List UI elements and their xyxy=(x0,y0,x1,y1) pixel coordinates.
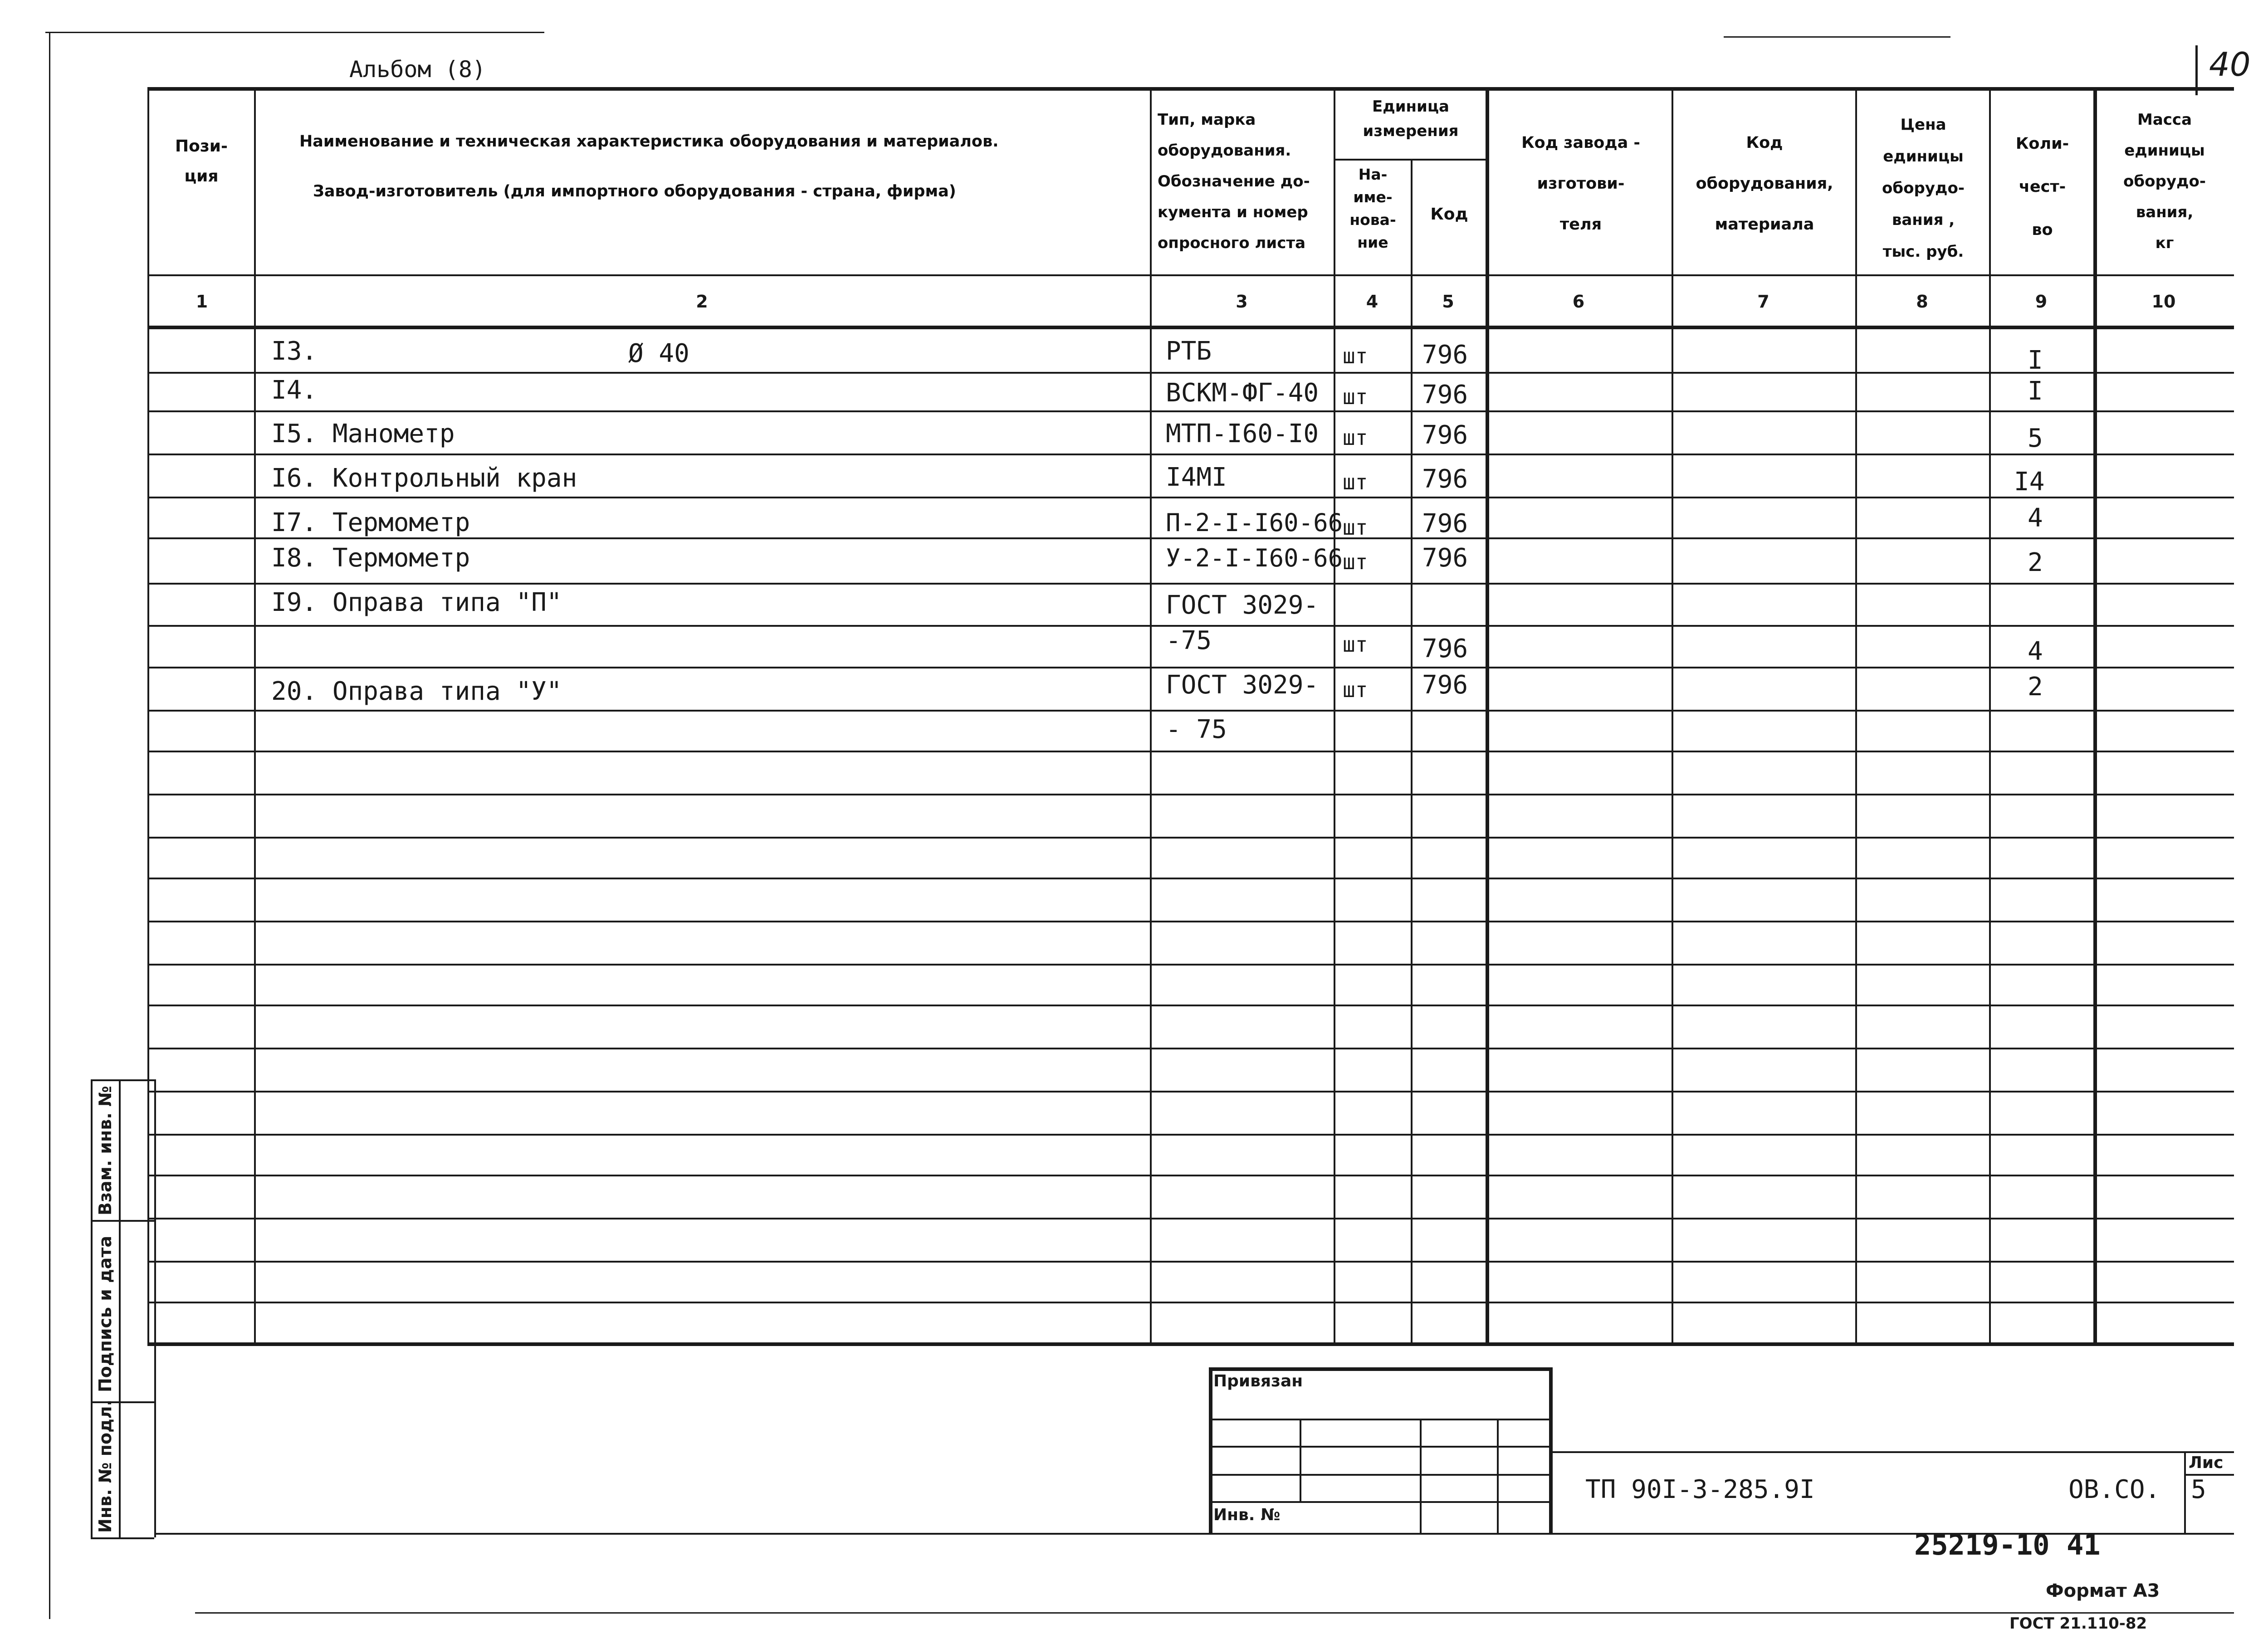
sheet-cell-left xyxy=(2184,1451,2186,1533)
col-line-6 xyxy=(1672,87,1673,1346)
row-17-unit: шт xyxy=(1343,515,1368,540)
row-divider-17 xyxy=(147,1048,2234,1049)
header-price: Цена единицы оборудо- вания , тыс. руб. xyxy=(1882,116,1965,261)
sheet-label: Лис xyxy=(2189,1454,2224,1472)
colnum-8: 8 xyxy=(1916,292,1928,312)
unit-subheader-line xyxy=(1334,159,1486,161)
row-18-code: 796 xyxy=(1422,543,1468,573)
row-17-name: I7. Термометр xyxy=(271,508,470,537)
format-label: Формат А3 xyxy=(2046,1580,2160,1601)
album-label: Альбом (8) xyxy=(349,56,486,83)
colnum-1: 1 xyxy=(196,292,208,312)
row-17-code: 796 xyxy=(1422,509,1468,538)
row-divider-15 xyxy=(147,964,2234,966)
col-line-5 xyxy=(1486,87,1489,1346)
side-stamp-sep1 xyxy=(91,1220,154,1222)
table-bottom-border xyxy=(147,1342,2234,1346)
title-block-top xyxy=(1551,1451,2234,1453)
outer-bottom-rule xyxy=(195,1612,2234,1614)
privyazan-col2 xyxy=(1420,1419,1422,1533)
privyazan-col3 xyxy=(1497,1419,1499,1533)
row-20b-type: - 75 xyxy=(1166,715,1227,744)
row-divider-23 xyxy=(147,1302,2234,1303)
row-13-qty: I xyxy=(2028,346,2043,375)
row-19b-type: -75 xyxy=(1166,626,1212,655)
row-20-qty: 2 xyxy=(2028,672,2043,702)
col-line-2 xyxy=(1150,87,1152,1346)
privyazan-line4 xyxy=(1209,1501,1551,1503)
colnum-4: 4 xyxy=(1366,292,1378,312)
colnum-2: 2 xyxy=(696,292,708,312)
row-20-name: 20. Оправа типа "У" xyxy=(271,677,562,706)
row-divider-3 xyxy=(147,454,2234,455)
row-14-type: ВСКМ-ФГ-40 xyxy=(1166,378,1319,408)
row-divider-6 xyxy=(147,583,2234,585)
row-19b-qty: 4 xyxy=(2028,637,2043,666)
row-16-qty: I4 xyxy=(2014,467,2045,497)
privyazan-line3 xyxy=(1209,1474,1551,1476)
row-15-type: МТП-I60-I0 xyxy=(1166,419,1319,449)
gost-label: ГОСТ 21.110-82 xyxy=(2009,1614,2147,1633)
row-13-diameter: Ø 40 xyxy=(628,339,689,368)
col-line-9 xyxy=(2093,87,2097,1346)
privyazan-line1 xyxy=(1209,1419,1551,1420)
row-18-qty: 2 xyxy=(2028,548,2043,577)
colnum-9: 9 xyxy=(2035,292,2048,312)
row-20-code: 796 xyxy=(1422,670,1468,700)
row-16-type: I4МI xyxy=(1166,463,1227,492)
row-16-unit: шт xyxy=(1343,470,1368,494)
row-15-qty: 5 xyxy=(2028,424,2043,453)
row-divider-16 xyxy=(147,1005,2234,1006)
row-19b-unit: шт xyxy=(1343,632,1368,657)
sheet-number: 5 xyxy=(2191,1475,2206,1504)
row-19b-code: 796 xyxy=(1422,634,1468,663)
header-name-line1: Наименование и техническая характеристика оборудования и материалов. xyxy=(299,132,999,151)
col-line-4 xyxy=(1411,159,1413,1346)
header-factory-code: Код завода - изготови- теля xyxy=(1521,134,1640,234)
colnum-3: 3 xyxy=(1236,292,1248,312)
side-stamp-left xyxy=(91,1079,93,1537)
header-unit-code: Код xyxy=(1430,205,1468,224)
privyazan-label: Привязан xyxy=(1213,1372,1303,1390)
privyazan-line2 xyxy=(1209,1446,1551,1448)
col-line-1 xyxy=(254,87,256,1346)
row-divider-20 xyxy=(147,1175,2234,1176)
header-type: Тип, марка оборудования. Обозначение до- кумента и номер опросного листа xyxy=(1158,111,1310,252)
header-position: Пози- ция xyxy=(175,137,228,185)
header-name-line2: Завод-изготовитель (для импортного оборудования - страна, фирма) xyxy=(313,182,956,200)
row-16-code: 796 xyxy=(1422,464,1468,494)
row-13-unit: шт xyxy=(1343,344,1368,368)
row-15-code: 796 xyxy=(1422,420,1468,450)
row-20-unit: шт xyxy=(1343,678,1368,702)
doc-code: ТП 90I-3-285.9I xyxy=(1585,1475,1815,1504)
row-divider-8 xyxy=(147,667,2234,668)
side-stamp-right xyxy=(154,1079,156,1537)
col-line-7 xyxy=(1855,87,1857,1346)
row-17-type: П-2-I-I60-66 xyxy=(1166,508,1343,537)
row-14-name: I4. xyxy=(271,376,318,405)
header-mass: Масса единицы оборудо- вания, кг xyxy=(2123,111,2206,252)
outer-left-rule xyxy=(49,32,50,1619)
table-top-border xyxy=(147,87,2234,91)
row-divider-9 xyxy=(147,710,2234,712)
row-divider-19 xyxy=(147,1134,2234,1136)
row-divider-11 xyxy=(147,794,2234,795)
side-stamp-bottom xyxy=(91,1537,154,1539)
privyazan-col1 xyxy=(1300,1419,1301,1501)
row-divider-2 xyxy=(147,410,2234,412)
privyazan-top xyxy=(1209,1367,1551,1371)
row-divider-1 xyxy=(147,372,2234,374)
row-divider-10 xyxy=(147,751,2234,752)
privyazan-right xyxy=(1549,1367,1553,1533)
row-divider-14 xyxy=(147,921,2234,922)
row-13-name: I3. xyxy=(271,337,318,366)
row-divider-13 xyxy=(147,878,2234,879)
header-unit-name: На- име- нова- ние xyxy=(1349,166,1396,251)
side-stamp-top xyxy=(91,1079,154,1081)
colnum-5: 5 xyxy=(1442,292,1454,312)
header-equipment-code: Код оборудования, материала xyxy=(1696,134,1833,234)
page-corner-number: 40 xyxy=(2209,45,2251,83)
inv-no-label: Инв. № xyxy=(1213,1506,1281,1524)
row-19-type: ГОСТ 3029- xyxy=(1166,590,1319,620)
bottom-number: 25219-10 41 xyxy=(1914,1528,2101,1561)
colnum-10: 10 xyxy=(2151,292,2176,312)
row-divider-12 xyxy=(147,837,2234,839)
row-16-name: I6. Контрольный кран xyxy=(271,463,577,493)
row-14-unit: шт xyxy=(1343,385,1368,409)
privyazan-left xyxy=(1209,1367,1212,1533)
row-18-unit: шт xyxy=(1343,550,1368,574)
colnum-7: 7 xyxy=(1757,292,1769,312)
header-bottom-border xyxy=(147,274,2234,276)
row-divider-22 xyxy=(147,1261,2234,1263)
side-label-inv: Инв. № подл. xyxy=(95,1399,115,1533)
side-label-vzam: Взам. инв. № xyxy=(95,1086,115,1215)
colnum-6: 6 xyxy=(1572,292,1585,312)
row-19-name: I9. Оправа типа "П" xyxy=(271,588,562,617)
col-line-3 xyxy=(1334,87,1335,1346)
row-18-name: I8. Термометр xyxy=(271,543,470,573)
top-rule-left xyxy=(45,32,544,33)
row-14-qty: I xyxy=(2028,376,2043,406)
row-18-type: У-2-I-I60-66 xyxy=(1166,544,1343,572)
row-17-qty: 4 xyxy=(2028,503,2043,533)
col-line-0 xyxy=(147,87,149,1346)
col-line-8 xyxy=(1989,87,1991,1346)
row-divider-4 xyxy=(147,497,2234,498)
row-14-code: 796 xyxy=(1422,380,1468,410)
row-13-type: РТБ xyxy=(1166,337,1212,366)
row-divider-21 xyxy=(147,1218,2234,1219)
colnum-bottom-border xyxy=(147,326,2234,329)
row-divider-18 xyxy=(147,1091,2234,1093)
side-label-podpis: Подпись и дата xyxy=(95,1235,115,1392)
header-unit: Единица измерения xyxy=(1363,98,1459,140)
row-13-code: 796 xyxy=(1422,340,1468,370)
header-quantity: Коли- чест- во xyxy=(2015,135,2069,239)
row-15-unit: шт xyxy=(1343,425,1368,450)
doc-suffix: ОВ.СО. xyxy=(2068,1475,2160,1504)
row-15-name: I5. Манометр xyxy=(271,419,455,449)
side-stamp-mid xyxy=(119,1079,121,1537)
row-20-type: ГОСТ 3029- xyxy=(1166,670,1319,700)
top-rule-right xyxy=(1724,36,1950,38)
